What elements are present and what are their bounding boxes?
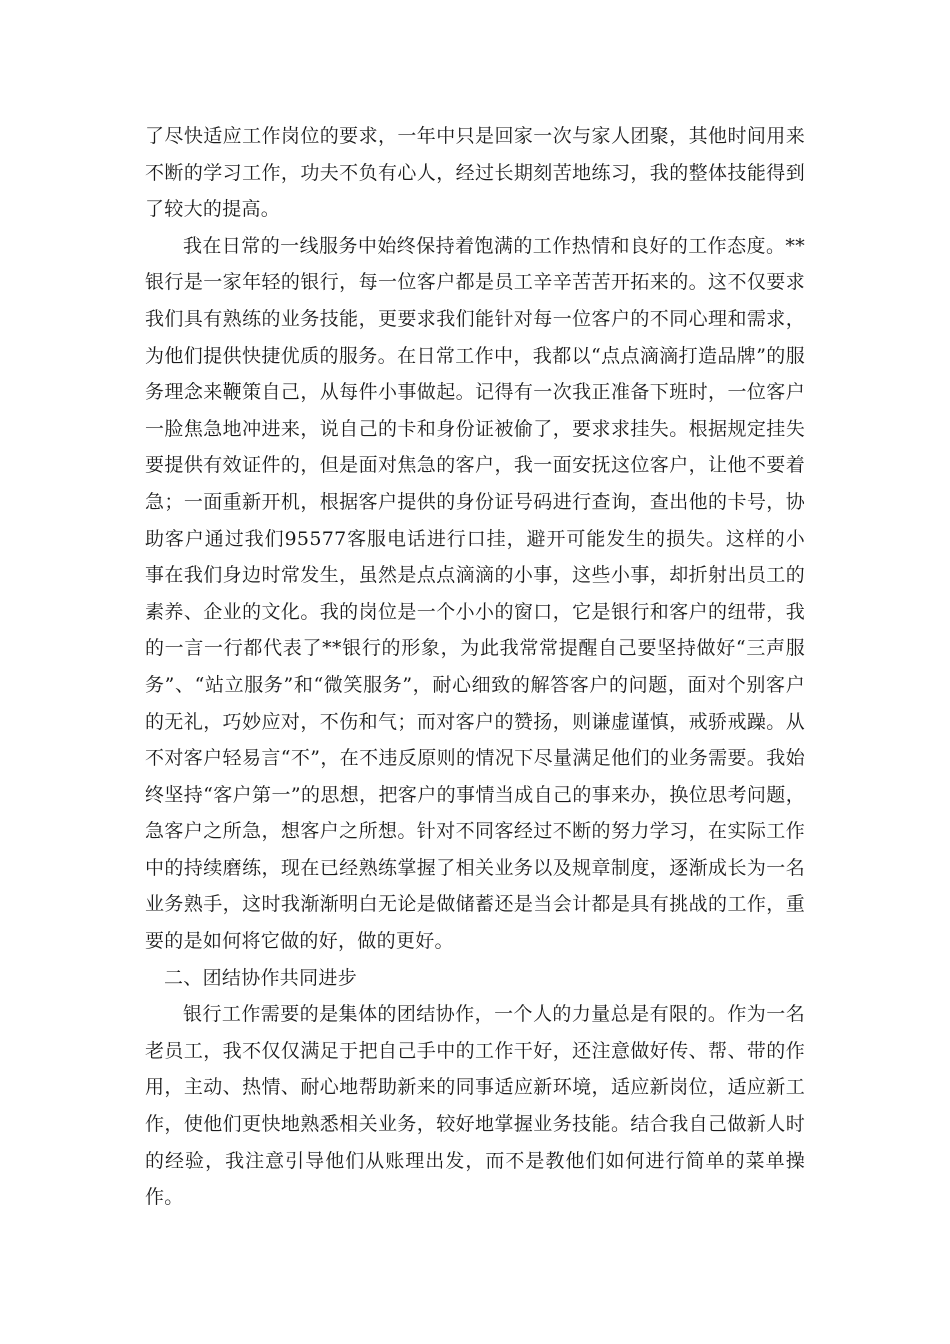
section-heading: 二、团结协作共同进步: [164, 966, 358, 989]
paragraph-teamwork: 银行工作需要的是集体的团结协作，一个人的力量总是有限的。作为一名老员工，我不仅仅满足于把自己手中的工作干好，还注意做好传、帮、带的作用，主动、热情、耐心地帮助新来的同事适应新环境，适应新岗位，适应新工作，使他们更快地熟悉相关业务，较好地掌握业务技能。结合我自己做新人时的经验，我注意引导他们从账理出发，而不是教他们如何进行简单的菜单操作。: [145, 1003, 805, 1209]
paragraph-continuation: 了尽快适应工作岗位的要求，一年中只是回家一次与家人团聚，其他时间用来不断的学习工作，功夫不负有心人，经过长期刻苦地练习，我的整体技能得到了较大的提高。: [145, 125, 805, 221]
document-body: [145, 118, 805, 1216]
paragraph-service-attitude: 我在日常的一线服务中始终保持着饱满的工作热情和良好的工作态度。**银行是一家年轻的银行，每一位客户都是员工辛辛苦苦开拓来的。这不仅要求我们具有熟练的业务技能，更要求我们能针对每一位客户的不同心理和需求，为他们提供快捷优质的服务。在日常工作中，我都以“点点滴滴打造品牌”的服务理念来鞭策自己，从每件小事做起。记得有一次我正准备下班时，一位客户一脸焦急地冲进来，说自己的卡和身份证被偷了，要求求挂失。根据规定挂失要提供有效证件的，但是面对焦急的客户，我一面安抚这位客户，让他不要着急；一面重新开机，根据客户提供的身份证号码进行查询，查出他的卡号，协助客户通过我们95577客服电话进行口挂，避开可能发生的损失。这样的小事在我们身边时常发生，虽然是点点滴滴的小事，这些小事，却折射出员工的素养、企业的文化。我的岗位是一个小小的窗口，它是银行和客户的纽带，我的一言一行都代表了**银行的形象，为此我常常提醒自己要坚持做好“三声服务”、“站立服务”和“微笑服务”，耐心细致的解答客户的问题，面对个别客户的无礼，巧妙应对，不伤和气；而对客户的赞扬，则谦虚谨慎，戒骄戒躁。从不对客户轻易言“不”，在不违反原则的情况下尽量满足他们的业务需要。我始终坚持“客户第一”的思想，把客户的事情当成自己的事来办，换位思考问题，急客户之所急，想客户之所想。针对不同客经过不断的努力学习，在实际工作中的持续磨练，现在已经熟练掌握了相关业务以及规章制度，逐渐成长为一名业务熟手，这时我渐渐明白无论是做储蓄还是当会计都是具有挑战的工作，重要的是如何将它做的好，做的更好。: [145, 234, 805, 953]
